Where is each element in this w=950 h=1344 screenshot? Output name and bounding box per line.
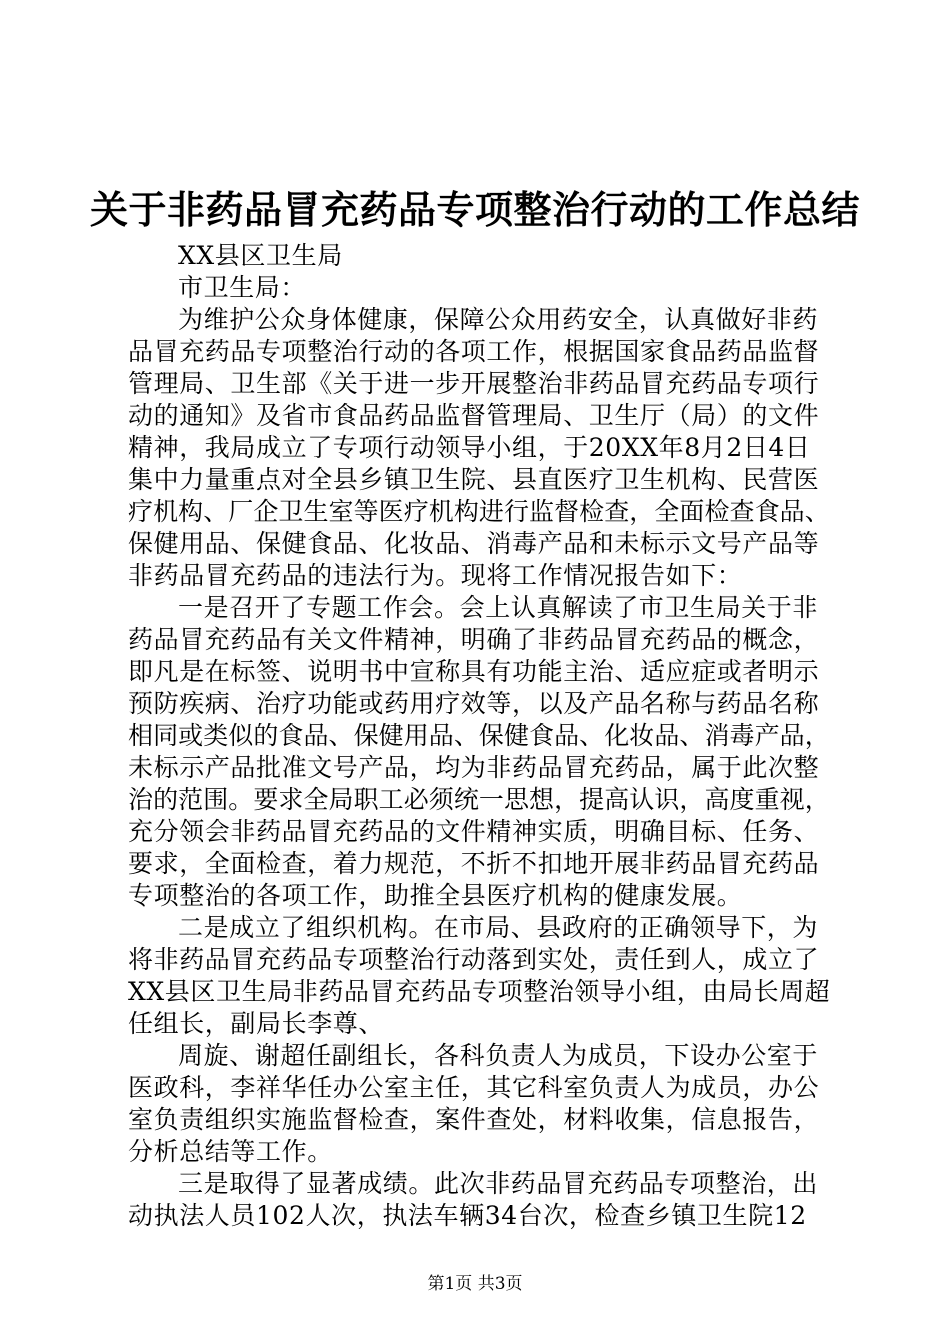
page-footer: 第1页 共3页	[427, 1274, 523, 1294]
body-line: 要求，全面检查，着力规范，不折不扣地开展非药品冒充药品	[128, 849, 820, 878]
body-line: 分析总结等工作。	[128, 1137, 333, 1166]
body-line: 疗机构、厂企卫生室等医疗机构进行监督检查，全面检查食品、	[128, 497, 830, 526]
body-line: 任组长，副局长李尊、	[128, 1009, 385, 1038]
body-line: 即凡是在标签、说明书中宣称具有功能主治、适应症或者明示	[128, 657, 820, 686]
body-line: 精神，我局成立了专项行动领导小组，于20XX年8月2日4日	[128, 433, 811, 462]
body-line: XX县区卫生局非药品冒充药品专项整治领导小组，由局长周超	[128, 977, 831, 1006]
body-line: 保健用品、保健食品、化妆品、消毒产品和未标示文号产品等	[128, 529, 820, 558]
body-line: 周旋、谢超任副组长，各科负责人为成员，下设办公室于	[178, 1041, 819, 1070]
body-line: 非药品冒充药品的违法行为。现将工作情况报告如下：	[128, 561, 743, 590]
body-line: 将非药品冒充药品专项整治行动落到实处，责任到人，成立了	[128, 945, 820, 974]
body-line: 市卫生局：	[178, 273, 307, 302]
body-line: 动的通知》及省市食品药品监督管理局、卫生厅（局）的文件	[128, 401, 820, 430]
body-line: XX县区卫生局	[178, 241, 343, 270]
body-line: 未标示产品批准文号产品，均为非药品冒充药品，属于此次整	[128, 753, 820, 782]
body-line: 医政科，李祥华任办公室主任，其它科室负责人为成员，办公	[128, 1073, 820, 1102]
body-line: 管理局、卫生部《关于进一步开展整治非药品冒充药品专项行	[128, 369, 820, 398]
body-line: 专项整治的各项工作，助推全县医疗机构的健康发展。	[128, 881, 743, 910]
body-line: 充分领会非药品冒充药品的文件精神实质，明确目标、任务、	[128, 817, 820, 846]
body-line: 相同或类似的食品、保健用品、保健食品、化妆品、消毒产品，	[128, 721, 830, 750]
body-line: 三是取得了显著成绩。此次非药品冒充药品专项整治，出	[178, 1169, 819, 1198]
body-line: 预防疾病、治疗功能或药用疗效等，以及产品名称与药品名称	[128, 689, 820, 718]
body-line: 药品冒充药品有关文件精神，明确了非药品冒充药品的概念，	[128, 625, 820, 654]
body-line: 室负责组织实施监督检查，案件查处，材料收集，信息报告，	[128, 1105, 820, 1134]
body-line: 动执法人员102人次，执法车辆34台次，检查乡镇卫生院12	[128, 1201, 807, 1230]
body-line: 一是召开了专题工作会。会上认真解读了市卫生局关于非	[178, 593, 819, 622]
document-title: 关于非药品冒充药品专项整治行动的工作总结	[89, 188, 860, 232]
document-body	[128, 240, 830, 1232]
body-line: 为维护公众身体健康，保障公众用药安全，认真做好非药	[178, 305, 819, 334]
body-line: 治的范围。要求全局职工必须统一思想，提高认识，高度重视，	[128, 785, 830, 814]
body-line: 二是成立了组织机构。在市局、县政府的正确领导下，为	[178, 913, 819, 942]
body-line: 品冒充药品专项整治行动的各项工作，根据国家食品药品监督	[128, 337, 820, 366]
body-line: 集中力量重点对全县乡镇卫生院、县直医疗卫生机构、民营医	[128, 465, 820, 494]
